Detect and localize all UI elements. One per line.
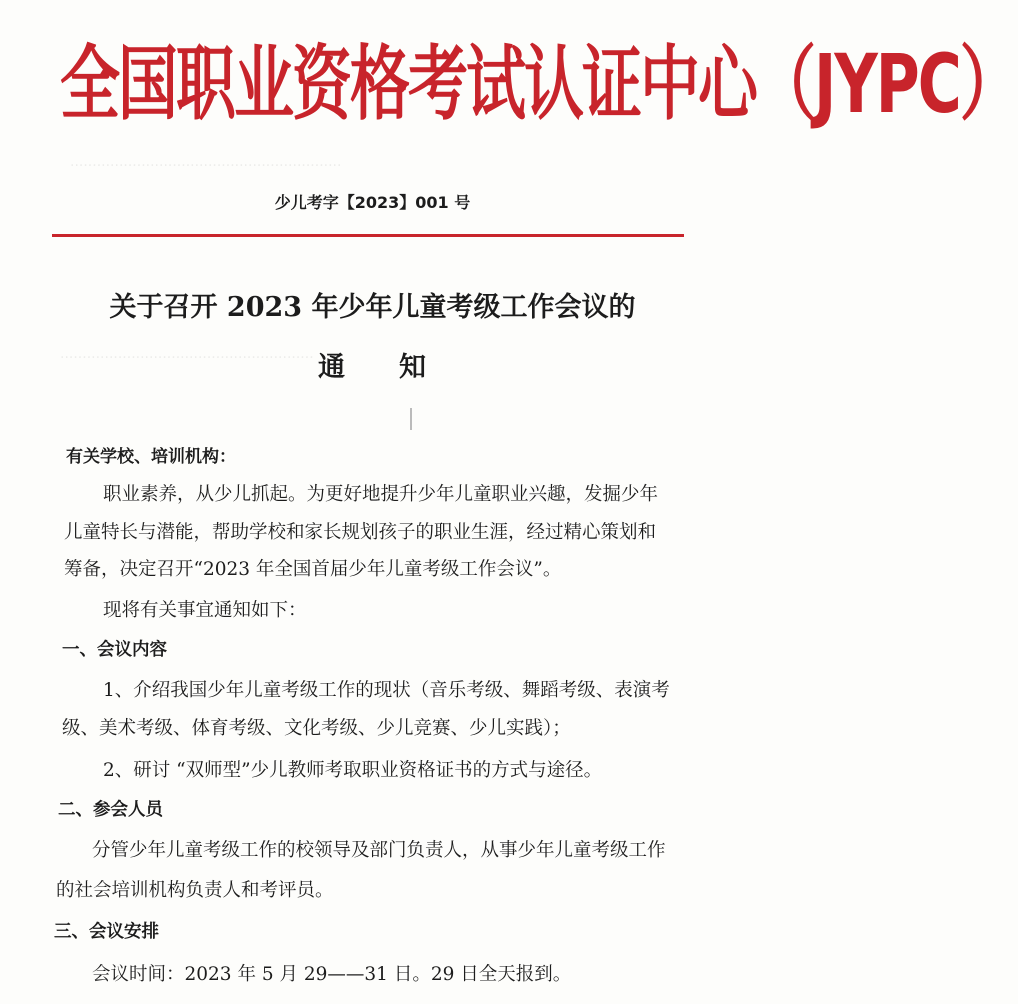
section-1-item-1-line-1: 1、介绍我国少年儿童考级工作的现状（音乐考级、舞蹈考级、表演考 [103,680,670,701]
scan-mark [410,408,412,430]
section-2-line-2: 的社会培训机构负责人和考评员。 [56,880,334,901]
letterhead-divider [52,234,684,237]
notice-title-suffix: 通知 [318,352,480,383]
bleed-through-text: ····························································· [70,158,342,174]
notice-line: 现将有关事宜通知如下： [103,600,307,621]
section-1-item-2: 2、研讨 “双师型”少儿教师考取职业资格证书的方式与途径。 [103,760,603,781]
greeting: 有关学校、培训机构： [66,447,236,467]
notice-title: 关于召开 2023 年少年儿童考级工作会议的 [109,292,636,323]
intro-line-1: 职业素养，从少儿抓起。为更好地提升少年儿童职业兴趣，发掘少年 [103,484,659,505]
organization-letterhead: 全国职业资格考试认证中心（JYPC） [60,37,1018,133]
section-3-heading: 三、会议安排 [54,922,159,942]
intro-line-3: 筹备，决定召开“2023 年全国首届少年儿童考级工作会议”。 [64,559,562,580]
section-3-line-1: 会议时间：2023 年 5 月 29——31 日。29 日全天报到。 [92,964,572,985]
section-1-heading: 一、会议内容 [62,640,167,660]
section-2-heading: 二、参会人员 [58,800,163,820]
intro-line-2: 儿童特长与潜能，帮助学校和家长规划孩子的职业生涯，经过精心策划和 [64,522,657,543]
section-1-item-1-line-2: 级、美术考级、体育考级、文化考级、少儿竞赛、少儿实践）； [62,718,571,739]
bleed-through-text: ························································· [60,350,314,366]
document-number: 少儿考字【2023】001 号 [274,193,471,212]
section-2-line-1: 分管少年儿童考级工作的校领导及部门负责人，从事少年儿童考级工作 [92,840,666,861]
